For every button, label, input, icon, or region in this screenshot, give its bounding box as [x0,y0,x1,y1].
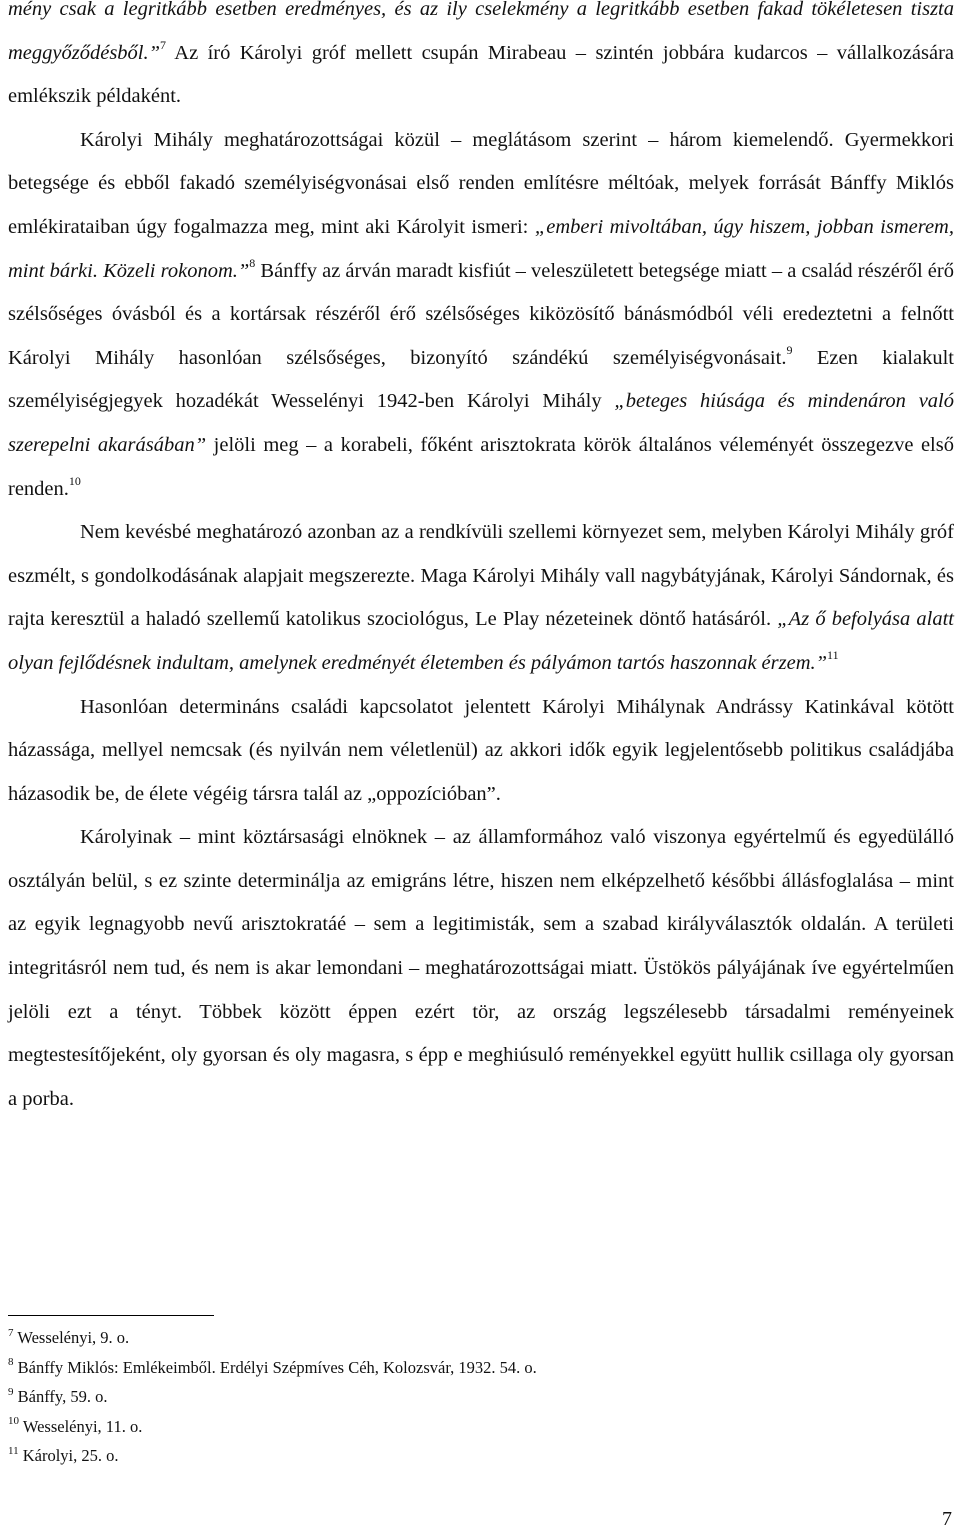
text-run: Nem kevésbé meghatározó azonban az a rendkívüli szellemi környezet sem, melyben Károlyi Mihály gróf eszmélt, s gondolkodásának alapjait megszerezte. Maga Károlyi Mihály vall nagybátyjának, Károlyi Sándornak, és rajta keresztül a haladó szellemű katolikus szociológus, Le Play nézeteinek döntő hatásáról. [8,521,954,631]
footnote [8,1323,908,1353]
footnote-text: Wesselényi, 9. o. [17,1328,130,1347]
paragraph [8,511,954,685]
footnote-number: 10 [8,1415,19,1427]
footnote-text: Bánffy, 59. o. [17,1387,108,1406]
text-run: Károlyi Mihály meghatározottságai közül – meglátásom szerint – három kiemelendő. Gyermekkori betegsége és ebből fakadó személyiségvonásai első renden említésre méltóak, melyek forrását Bánffy Miklós emlékirataiban úgy fogalmazza meg, mint aki Károlyit ismeri: [8,128,954,238]
paragraph [8,0,954,119]
footnotes [8,1323,908,1471]
footnote-text: Bánffy Miklós: Emlékeimből. Erdélyi Szépmíves Céh, Kolozsvár, 1932. 54. o. [17,1357,537,1377]
paragraph [8,119,954,511]
quote-text: „emberi mivoltában, úgy hiszem, jobban ismerem, mint bárki. Közeli rokonom.” [8,215,954,282]
footnote-ref: 9 [786,342,793,357]
footnote [8,1441,908,1471]
text-run: Ezen kialakult személyiségjegyek hozadékát Wesselényi 1942-ben Károlyi Mihály [8,346,954,413]
text-run: Károlyinak – mint köztársasági elnöknek – az államformához való viszonya egyértelmű és egyedülálló osztályán belül, s ez szinte determinálja az emigráns létre, hiszen nem elképzelhető későbbi állásfoglalása – mint az egyik legnagyobb nevű arisztokratáé – sem a legitimisták, sem a szabad királyválasztók oldalán. A területi integritásról nem tud, és nem is akar lemondani – meghatározottságai miatt. Üstökös pályájának íve egyértelműen jelöli ezt a tényt. Többek között éppen ezért tör, az ország legszélesebb társadalmi reményeinek megtestesítőjeként, oly gyorsan és oly magasra, s épp e meghiúsuló reményekkel együtt hullik csillaga oly gyorsan a porba. [8,826,954,1110]
footnote-separator [8,1315,214,1316]
footnote-ref: 10 [68,473,81,488]
quote-text: „beteges hiúsága és mindenáron való szerepelni akarásában” [8,390,954,456]
quote-text: „Az ő befolyása alatt olyan fejlődésnek indultam, amelynek eredményét életemben és pályámon tartós haszonnak érzem.” [8,608,955,674]
page-number: 7 [942,1508,952,1530]
text-run: Hasonlóan determináns családi kapcsolatot jelentett Károlyi Mihálynak Andrássy Katinkával kötött házassága, mellyel nemcsak (és nyilván nem véletlenül) az akkori idők egyik legjelentősebb politikus családjába házasodik be, de élete végéig társra talál az „oppozícióban”. [8,695,954,805]
paragraph [8,686,954,817]
footnote [8,1382,908,1412]
footnote-number: 8 [8,1356,14,1368]
footnote-number: 9 [8,1385,14,1398]
footnote-number: 11 [8,1444,19,1457]
text-run: jelöli meg – a korabeli, főként arisztokrata körök általános véleményét összegezve első renden. [8,433,954,500]
footnote [8,1353,908,1383]
text-run: Bánffy az árván maradt kisfiút – veleszületett betegsége miatt – a család részéről érő szélsőséges óvásból és a kortársak részéről érő szélsőséges kiközösítő bánásmódból véli eredeztetni a felnőtt Károlyi Mihály hasonlóan szélsőséges, bizonyító szándékú személyiségvonásait. [8,259,954,369]
document-page [8,0,954,1121]
quote-text: mény csak a legritkább esetben eredményes, és az ily cselekmény a legritkább esetben fakad tökéletesen tiszta meggyőződésből.” [8,0,954,64]
footnote-number: 7 [8,1326,14,1339]
footnote-ref: 8 [249,255,256,270]
body-text [8,0,954,1121]
text-run: Az író Károlyi gróf mellett csupán Mirabeau – szintén jobbára kudarcos – vállalkozására emlékszik példaként. [8,41,954,108]
footnote-text: Károlyi, 25. o. [22,1446,119,1465]
paragraph [8,816,954,1121]
footnote [8,1412,908,1442]
footnote-text: Wesselényi, 11. o. [22,1416,143,1436]
footnote-ref: 7 [160,37,167,52]
footnote-ref: 11 [827,648,839,663]
